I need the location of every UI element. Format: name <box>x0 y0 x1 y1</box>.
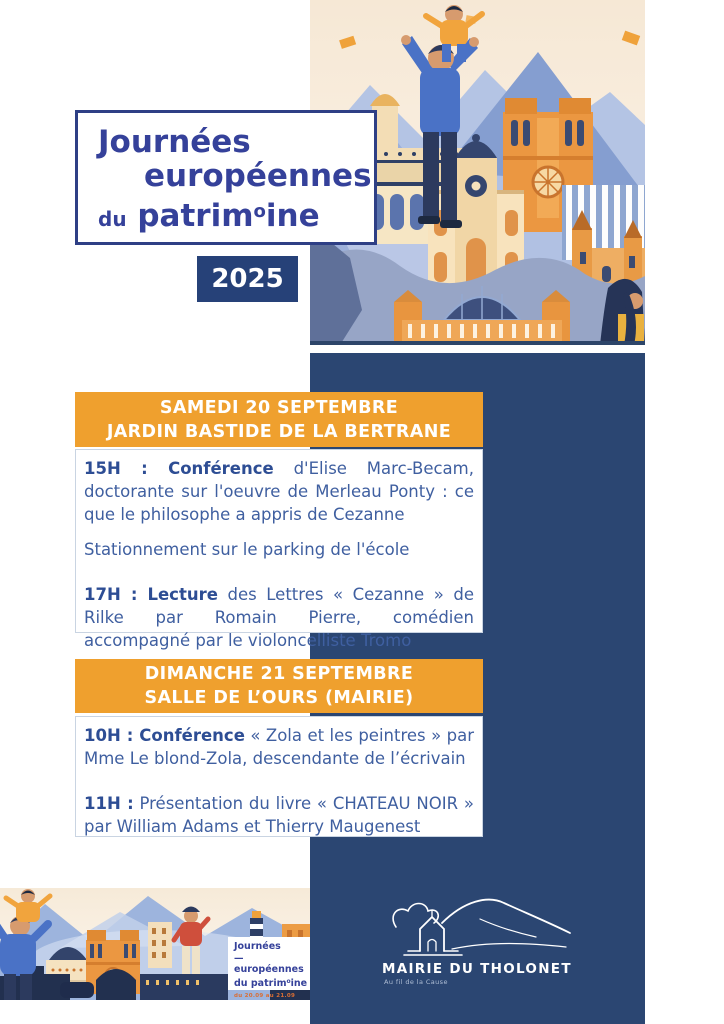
sunday-header <box>75 659 483 713</box>
jep-logo-line2: européennes <box>144 158 372 194</box>
year-badge: 2025 <box>197 256 298 302</box>
jep-mini-logo <box>228 937 310 999</box>
mairie-logo <box>368 893 578 1005</box>
event-10h: 10H : Conférence « Zola et les peintres » par Mme Le blond-Zola, descendante de l’écrivain <box>84 726 474 768</box>
sainte-victoire-line-art <box>368 893 578 957</box>
jep-logo <box>75 110 377 245</box>
tower-block-drawing <box>148 922 172 968</box>
saturday-date: SAMEDI 20 SEPTEMBRE <box>159 397 399 418</box>
sunday-programme <box>75 716 483 837</box>
jep-mini-line3: du patrim$^o$ine <box>234 977 308 989</box>
jep-dates: du 20.09 au 21.09 <box>234 993 296 999</box>
event-17h: 17H : Lecture des Lettres « Cezanne » de Rilke par Romain Pierre, comédien accompagné par le violoncelliste Tromo <box>84 585 474 650</box>
mairie-name: MAIRIE DU THOLONET <box>382 961 572 977</box>
saturday-place: JARDIN BASTIDE DE LA BERTRANE <box>106 421 452 442</box>
saturday-header <box>75 392 483 447</box>
jep-logo-line3: du patrim$^o$ine <box>98 198 320 234</box>
event-15h: 15H : Conférence d'Elise Marc-Becam, doctorante sur l'oeuvre de Merleau Ponty : ce que le philosophe a appris de Cezanne <box>84 459 474 524</box>
sunday-place: SALLE DE L’OURS (MAIRIE) <box>144 688 414 708</box>
saturday-programme <box>75 449 483 650</box>
event-11h: 11H : Présentation du livre « CHATEAU NOIR » par William Adams et Thierry Maugenest <box>84 794 474 836</box>
mairie-tagline: Au fil de la Cause <box>384 978 448 986</box>
jep-logo-line1: Journées <box>98 124 251 160</box>
jep-mini-line1: Journées <box>234 941 281 952</box>
sunday-date: DIMANCHE 21 SEPTEMBRE <box>144 664 414 684</box>
jep-mini-line2: — européennes <box>234 952 304 975</box>
parking-note: Stationnement sur le parking de l'école <box>84 540 410 559</box>
